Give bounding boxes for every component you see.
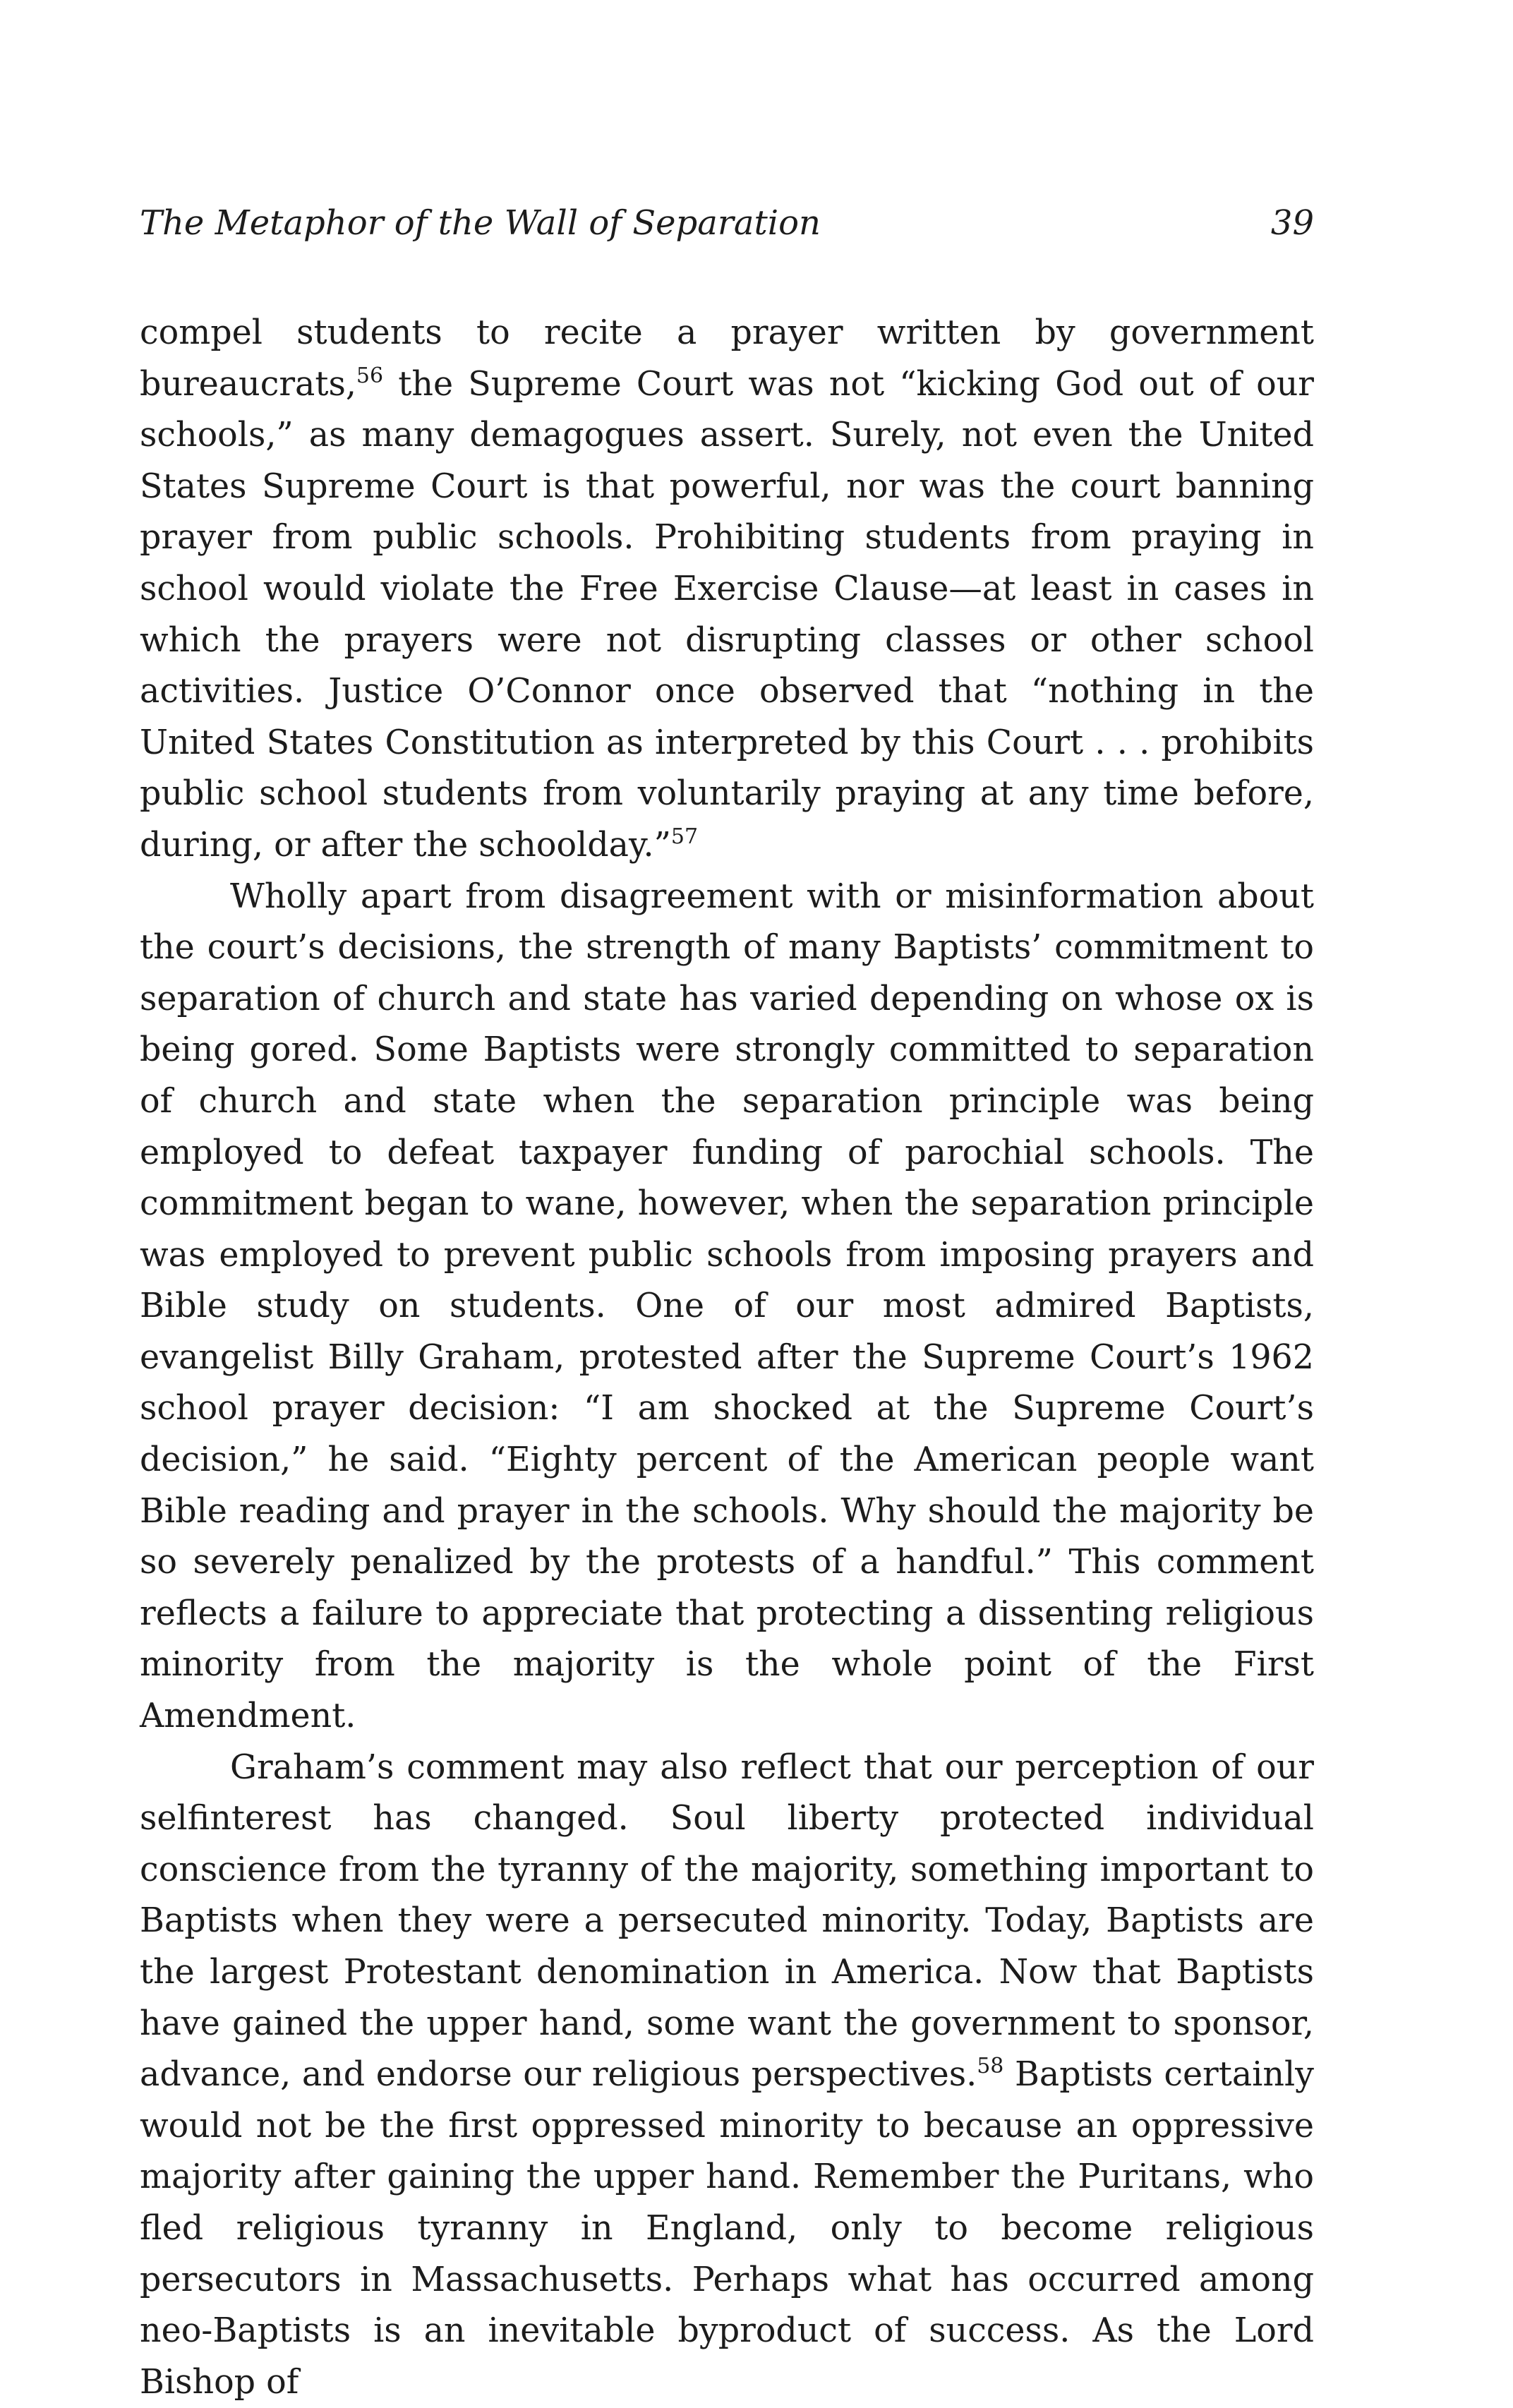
text-run: Baptists certainly would not be the first oppressed minority to because an oppressive majority after gaining the upper hand. Remember the Puritans, who fled religious tyranny in England, only to become religious persecutors in Massachusetts. Perhaps what has occurred among neo-Baptists is an inevitable byproduct of success. As the Lord Bishop of xyxy=(140,2055,1314,2402)
paragraph xyxy=(140,1742,1314,2408)
book-page xyxy=(140,0,1314,2407)
text-run: the Supreme Court was not “kicking God out of our schools,” as many demagogues assert. Surely, not even the United States Supreme Court is that powerful, nor was the court banning prayer from public schools. Prohibiting students from praying in school would violate the Free Exercise Clause—at least in cases in which the prayers were not disrupting classes or other school activities. Justice O’Connor once observed that “nothing in the United States Constitution as interpreted by this Court . . . prohibits public school students from voluntarily praying at any time before, during, or after the schoolday.” xyxy=(140,364,1314,865)
page-number: 39 xyxy=(1270,203,1314,243)
text-run: compel students to recite a prayer written by government bureaucrats, xyxy=(140,313,1314,404)
footnote-ref[interactable]: 57 xyxy=(670,824,699,849)
paragraph xyxy=(140,308,1314,872)
body-text xyxy=(140,308,1314,2408)
footnote-ref[interactable]: 56 xyxy=(356,363,384,388)
running-head xyxy=(140,195,1314,251)
paragraph xyxy=(140,872,1314,1742)
text-run: Wholly apart from disagreement with or misinformation about the court’s decisions, the strength of many Baptists’ commitment to separation of church and state has varied depending on whose ox is being gored. Some Baptists were strongly committed to separation of church and state when the separation principle was being employed to defeat taxpayer funding of parochial schools. The commitment began to wane, however, when the separation principle was employed to prevent public schools from imposing prayers and Bible study on students. One of our most admired Baptists, evangelist Billy Graham, protested after the Supreme Court’s 1962 school prayer decision: “I am shocked at the Supreme Court’s decision,” he said. “Eighty percent of the American people want Bible reading and prayer in the schools. Why should the majority be so severely penalized by the protests of a handful.” This comment reflects a failure to appreciate that protecting a dissenting religious minority from the majority is the whole point of the First Amendment. xyxy=(140,877,1314,1736)
text-run: Graham’s comment may also reflect that our perception of our selfinterest has changed. Soul liberty protected individual conscience from the tyranny of the majority, something important to Baptists when they were a persecuted minority. Today, Baptists are the largest Protestant denomination in America. Now that Baptists have gained the upper hand, some want the government to sponsor, advance, and endorse our religious perspectives. xyxy=(140,1747,1314,2095)
footnote-ref[interactable]: 58 xyxy=(977,2054,1004,2079)
running-head-title: The Metaphor of the Wall of Separation xyxy=(140,203,821,243)
